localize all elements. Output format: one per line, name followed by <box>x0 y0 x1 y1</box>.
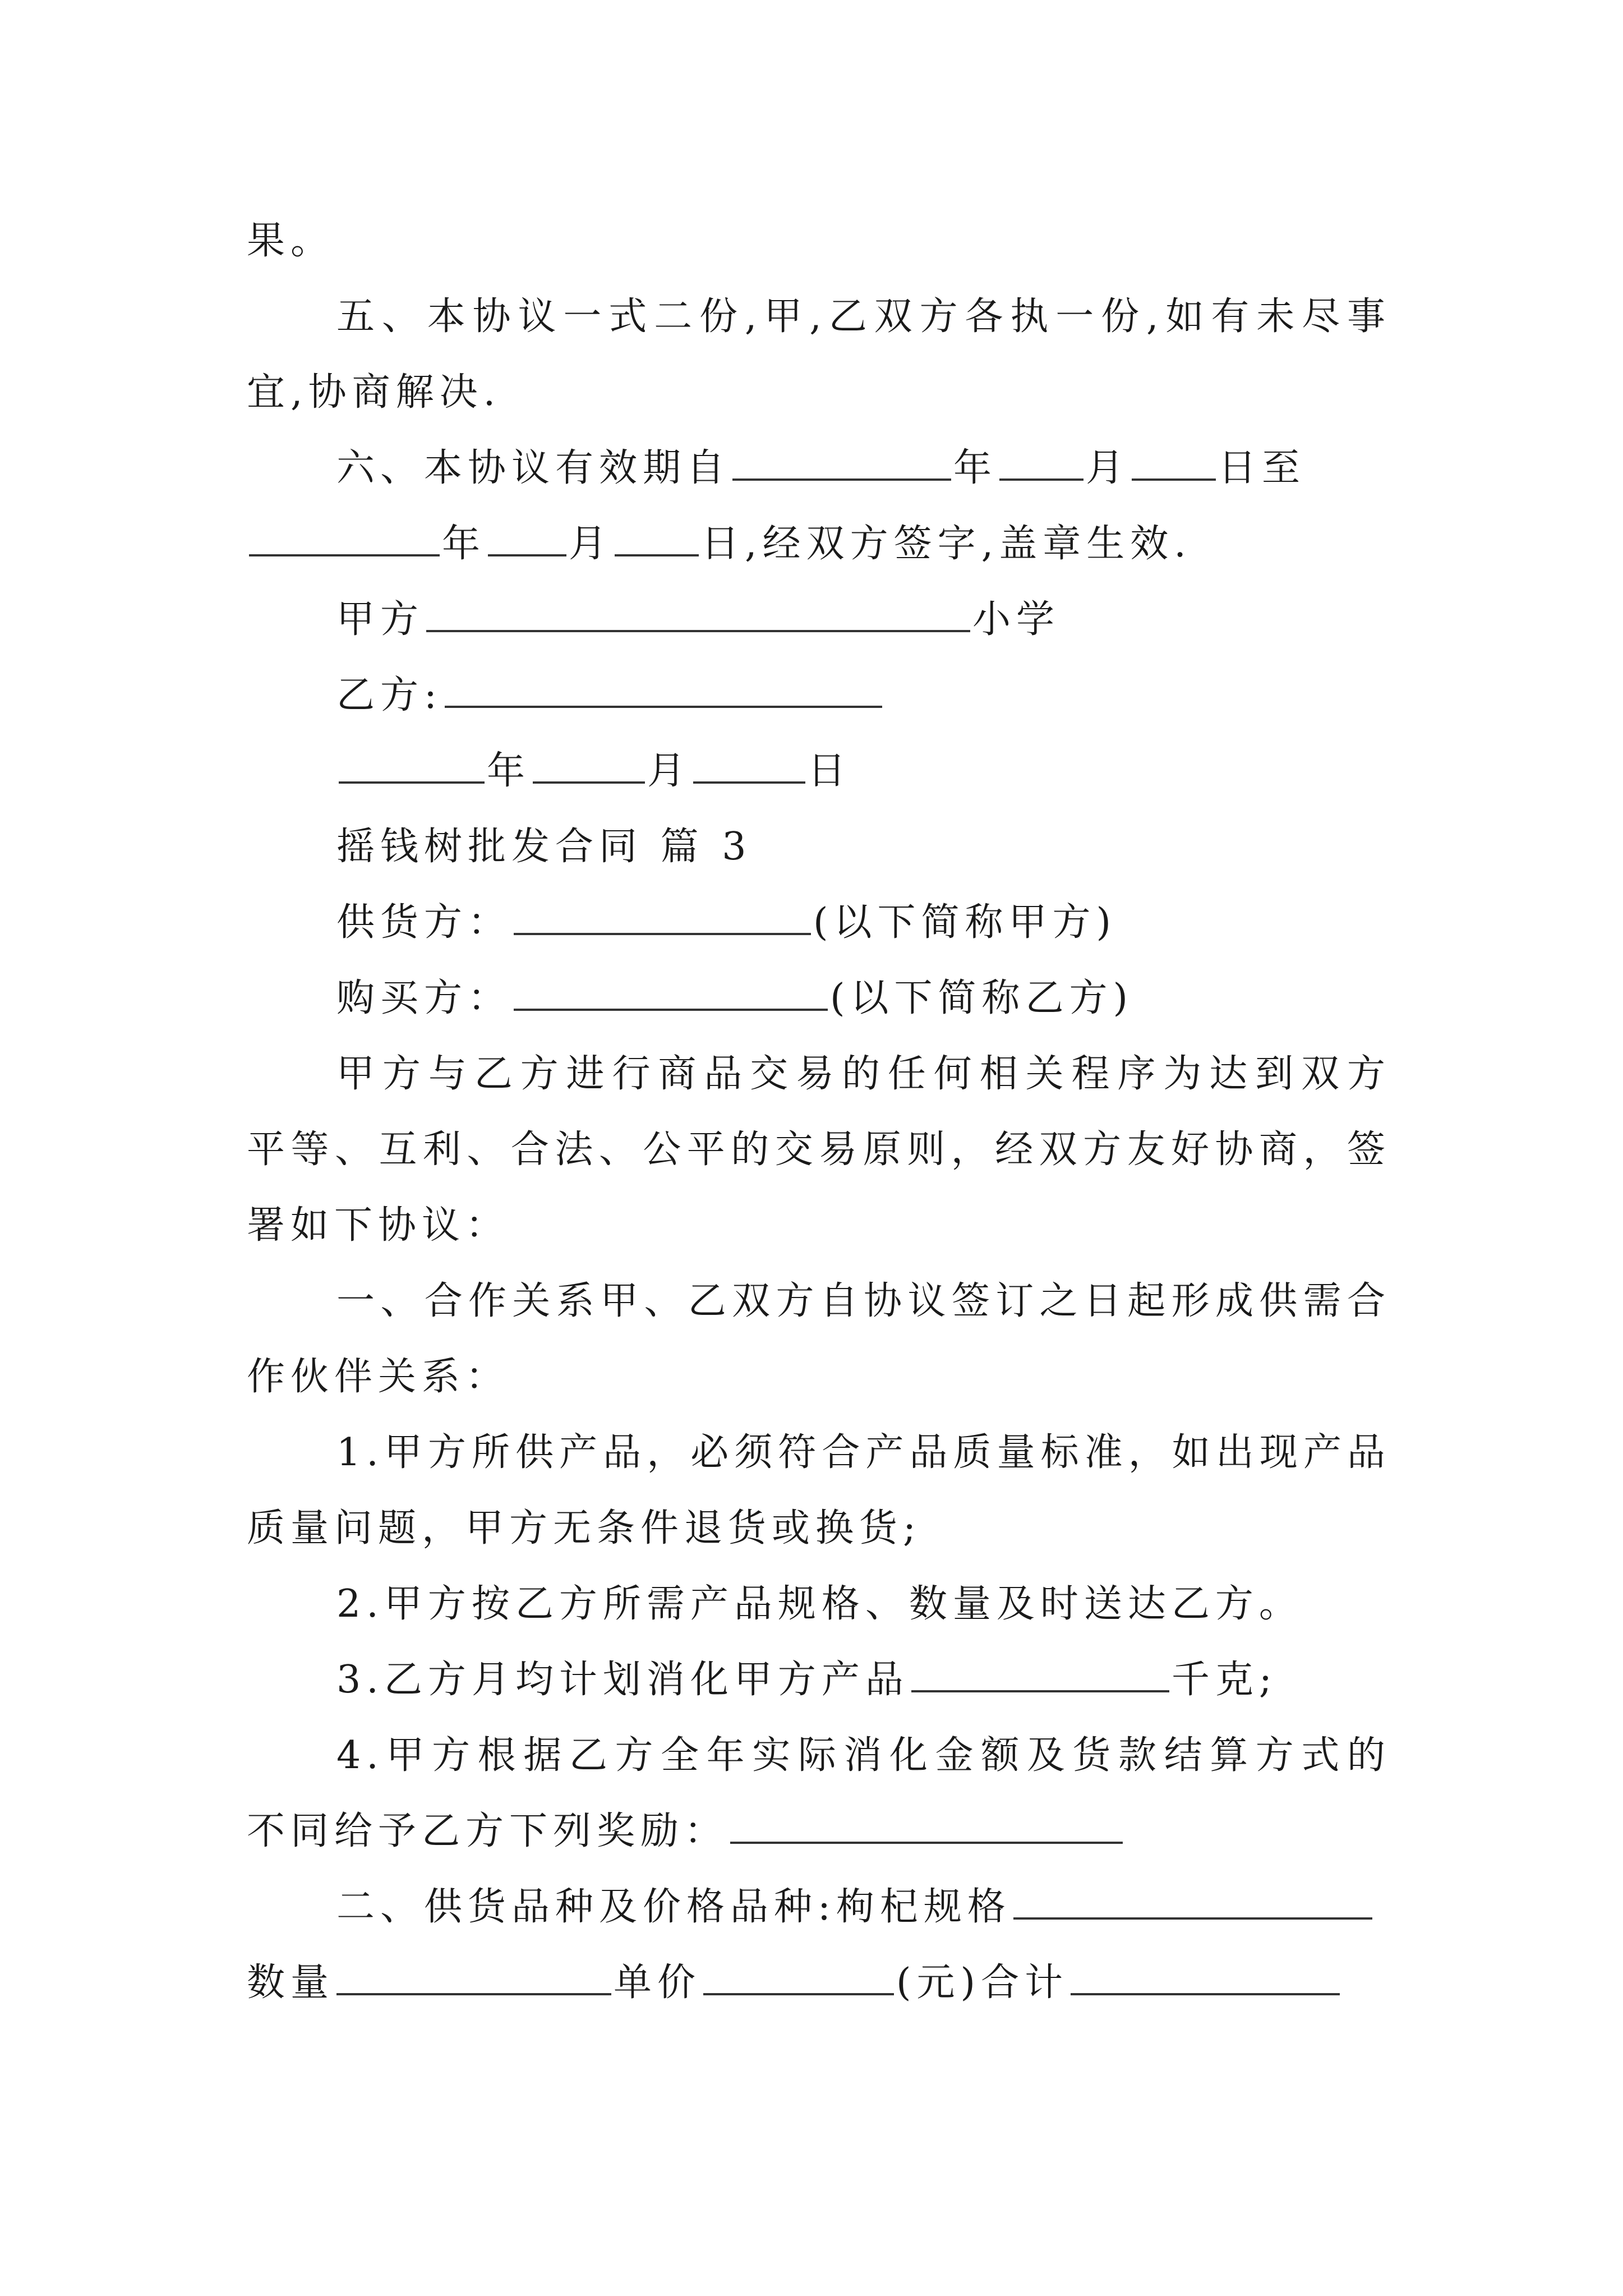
clause-one-line-1: 一、合作关系甲、乙双方自协议签订之日起形成供需合 <box>336 1279 1391 1323</box>
clause-five-line-2: 宜,协商解决. <box>247 370 501 415</box>
year-label: 年 <box>953 446 998 490</box>
clause-six-line-1 <box>336 440 1391 496</box>
party-b-label: 乙方: <box>336 673 442 717</box>
day-to-label: 日至 <box>1218 446 1306 490</box>
clause-two-line-2 <box>247 1955 1391 2011</box>
day-blank[interactable] <box>1132 444 1216 481</box>
intro-line-1: 甲方与乙方进行商品交易的任何相关程序为达到双方 <box>336 1052 1391 1096</box>
clause-two-text: 二、供货品种及价格品种:枸杞规格 <box>336 1885 1011 1929</box>
end-year-label: 年 <box>442 522 486 566</box>
kg-label: 千克; <box>1171 1658 1278 1702</box>
month-blank[interactable] <box>999 444 1083 481</box>
month-label: 月 <box>1086 446 1130 490</box>
item-1-line-1: 1.甲方所供产品，必须符合产品质量标准，如出现产品 <box>336 1430 1391 1475</box>
unit-price-label: 单价 <box>614 1961 702 2005</box>
quantity-blank[interactable] <box>336 1958 611 1995</box>
item-4-line-2 <box>247 1803 1391 1860</box>
quantity-label: 数量 <box>247 1961 335 2005</box>
buyer-blank[interactable] <box>514 974 828 1011</box>
supplier-blank[interactable] <box>514 898 811 935</box>
end-month-label: 月 <box>569 522 613 566</box>
para-line-1: 果。 <box>247 219 335 263</box>
sign-year-blank[interactable] <box>339 747 485 784</box>
total-blank[interactable] <box>1071 1958 1340 1995</box>
party-a-line <box>336 592 1391 648</box>
sign-month-blank[interactable] <box>533 747 645 784</box>
total-label: (元)合计 <box>896 1961 1069 2005</box>
item-1-line-2: 质量问题，甲方无条件退货或换货; <box>247 1506 921 1550</box>
supplier-label: 供货方： <box>336 900 512 945</box>
section-title: 摇钱树批发合同 篇 3 <box>336 825 752 869</box>
item-4-line-1: 4.甲方根据乙方全年实际消化金额及货款结算方式的 <box>336 1733 1391 1778</box>
party-a-label: 甲方 <box>336 597 425 642</box>
reward-label: 不同给予乙方下列奖励： <box>247 1809 728 1853</box>
item-3-text: 3.乙方月均计划消化甲方产品 <box>336 1658 909 1702</box>
end-year-blank[interactable] <box>249 519 440 556</box>
sign-year-label: 年 <box>487 749 531 793</box>
party-b-line <box>336 668 1391 724</box>
sign-month-label: 月 <box>647 749 691 793</box>
buyer-note: (以下简称乙方) <box>830 976 1134 1020</box>
item-2: 2.甲方按乙方所需产品规格、数量及时送达乙方。 <box>336 1582 1303 1626</box>
party-a-suffix: 小学 <box>972 597 1061 642</box>
clause-six-text: 六、本协议有效期自 <box>336 446 731 490</box>
end-month-blank[interactable] <box>488 519 566 556</box>
effective-text: 日,经双方签字,盖章生效. <box>701 522 1192 566</box>
sign-day-blank[interactable] <box>693 747 805 784</box>
reward-blank[interactable] <box>730 1807 1123 1844</box>
intro-line-2: 平等、互利、合法、公平的交易原则，经双方友好协商，签 <box>247 1128 1391 1172</box>
kg-blank[interactable] <box>911 1655 1169 1692</box>
clause-five-line-1: 五、本协议一式二份,甲,乙双方各执一份,如有未尽事 <box>336 295 1391 339</box>
end-day-blank[interactable] <box>615 519 699 556</box>
party-a-blank[interactable] <box>426 595 970 632</box>
buyer-line <box>336 970 1391 1027</box>
unit-price-blank[interactable] <box>703 1958 894 1995</box>
clause-one-line-2: 作伙伴关系： <box>247 1355 510 1399</box>
sign-day-label: 日 <box>808 749 852 793</box>
supplier-line <box>336 895 1391 951</box>
party-b-blank[interactable] <box>445 671 882 708</box>
intro-line-3: 署如下协议： <box>247 1203 510 1248</box>
item-3 <box>336 1652 1391 1708</box>
buyer-label: 购买方： <box>336 976 512 1020</box>
supplier-note: (以下简称甲方) <box>813 900 1117 945</box>
spec-blank[interactable] <box>1013 1883 1372 1920</box>
year-blank[interactable] <box>732 444 951 481</box>
sign-date-line <box>336 743 1391 799</box>
clause-six-line-2 <box>247 516 1391 572</box>
clause-two-line-1 <box>336 1879 1391 1935</box>
